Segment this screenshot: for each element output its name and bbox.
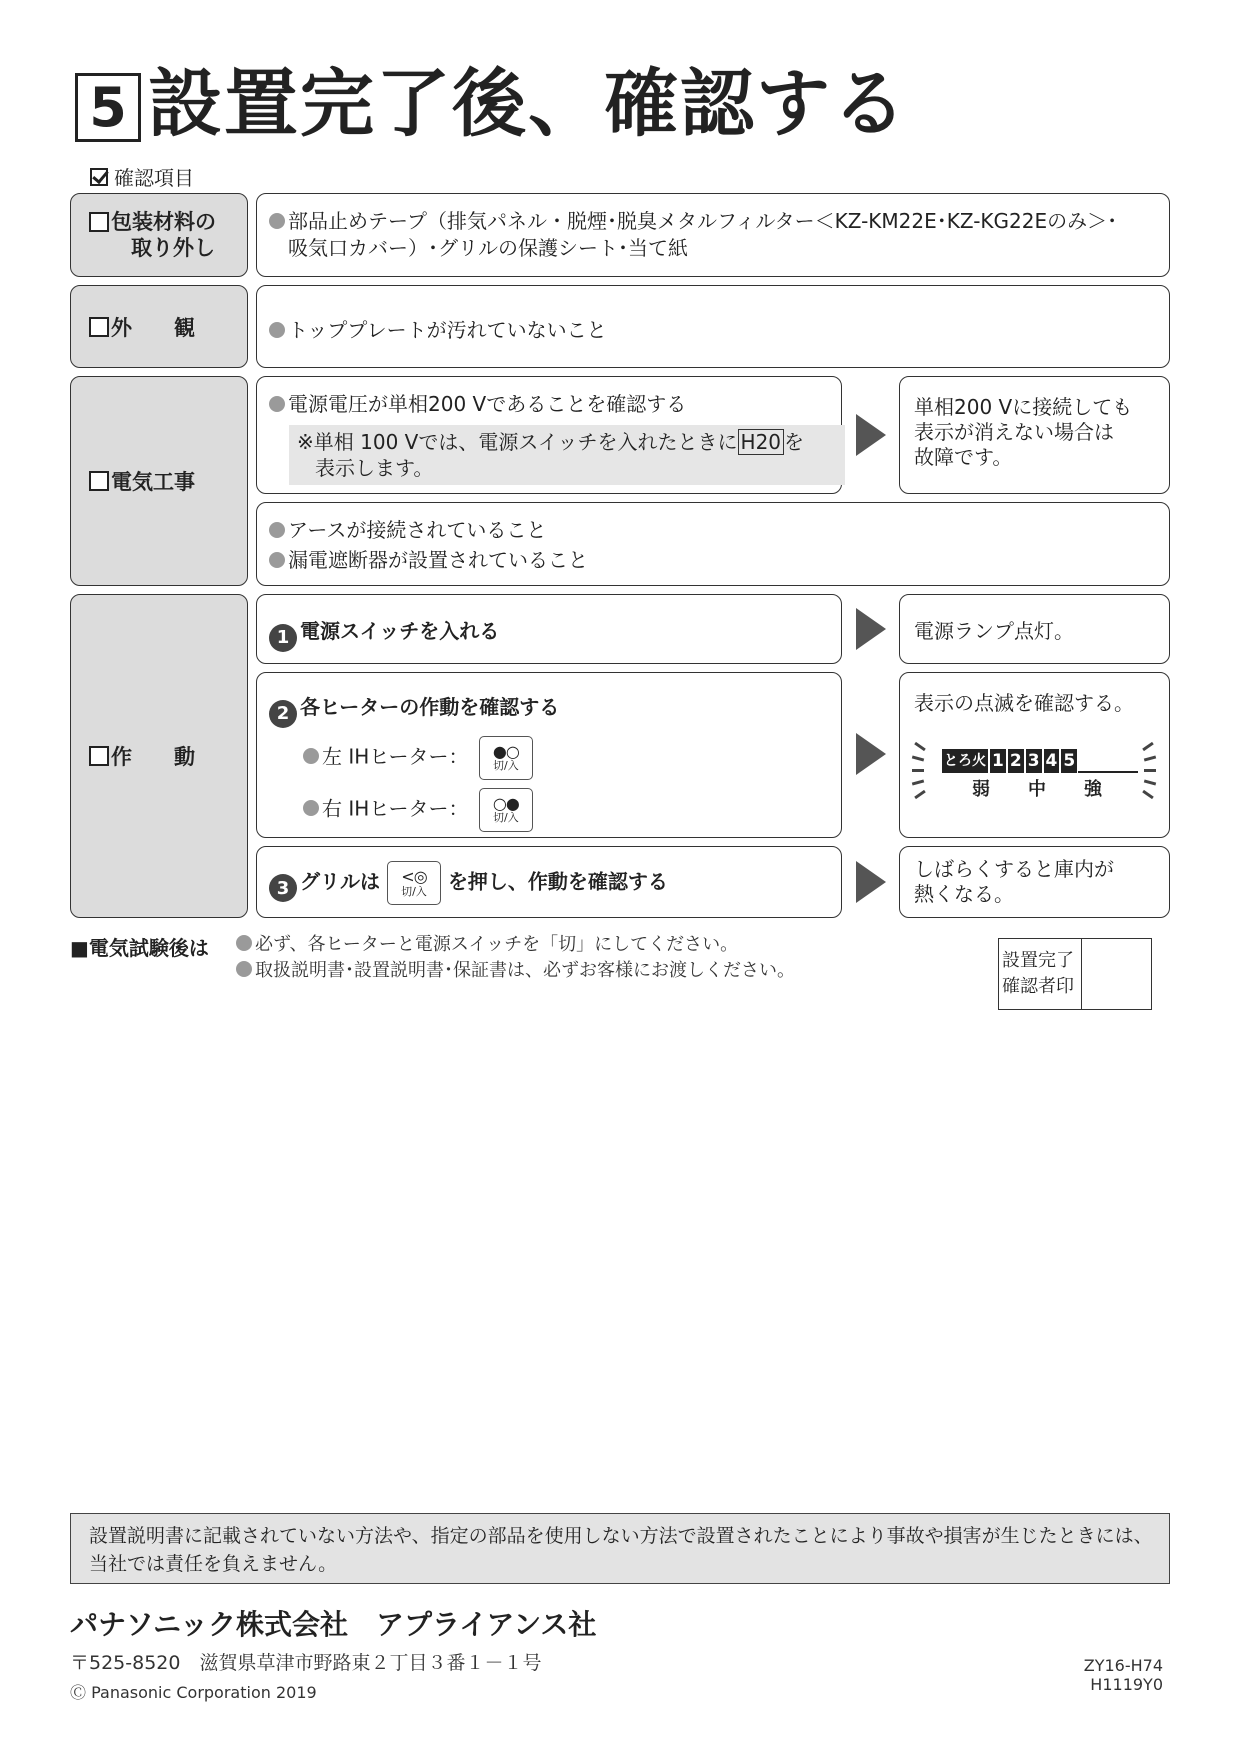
arrow-right-icon xyxy=(856,861,886,903)
packing-line2: 吸気口カバー）･グリルの保護シート･当て紙 xyxy=(288,236,688,260)
step3-number-icon: 3 xyxy=(269,874,297,902)
after-test-label: ■電気試験後は xyxy=(70,936,209,960)
document-code-line1: ZY16-H74 xyxy=(1083,1656,1163,1675)
checkbox-electrical[interactable] xyxy=(89,471,109,491)
voltage-result-line1: 単相200 Vに接続しても xyxy=(914,395,1133,419)
grill-key[interactable] xyxy=(387,861,441,905)
bullet-icon xyxy=(269,213,285,229)
voltage-box xyxy=(256,376,842,494)
company-name: パナソニック株式会社 アプライアンス社 xyxy=(70,1608,597,1641)
after-test-line1: 必ず、各ヒーターと電源スイッチを「切」にしてください。 xyxy=(255,934,739,955)
packing-line1: 部品止めテープ（排気パネル・脱煙･脱臭メタルフィルター＜KZ-KM22E･KZ-KG22Eのみ＞･ xyxy=(288,209,1118,233)
bullet-icon xyxy=(236,961,252,977)
breaker-item: 漏電遮断器が設置されていること xyxy=(288,548,588,572)
step3-result-box xyxy=(899,846,1170,918)
checkbox-appearance[interactable] xyxy=(89,317,109,337)
bullet-icon xyxy=(236,935,252,951)
checkbox-packing[interactable] xyxy=(89,212,109,232)
level-display xyxy=(942,749,1138,801)
step2-result: 表示の点滅を確認する。 xyxy=(914,691,1134,715)
step1-result: 電源ランプ点灯。 xyxy=(914,619,1074,643)
level-weak-label: 弱 xyxy=(972,779,990,800)
right-heater-label: 右 IHヒーター： xyxy=(322,796,469,820)
packing-box xyxy=(256,193,1170,277)
stamp-area[interactable] xyxy=(1082,939,1151,1009)
arrow-right-icon xyxy=(856,414,886,456)
disclaimer-line1: 設置説明書に記載されていない方法や、指定の部品を使用しない方法で設置されたことにより事故や損害が生じたときには、 xyxy=(89,1525,1153,1547)
voltage-note-line1-end: を xyxy=(784,430,805,454)
page-title: 設置完了後、確認する xyxy=(148,61,908,147)
copyright: Ⓒ Panasonic Corporation 2019 xyxy=(70,1683,317,1702)
category-appearance-label: 外 観 xyxy=(111,315,195,340)
step3-box xyxy=(256,846,842,918)
category-packing xyxy=(70,193,248,277)
step2-box xyxy=(256,672,842,838)
voltage-result-line3: 故障です。 xyxy=(914,445,1013,469)
voltage-item: 電源電圧が単相200 Vであることを確認する xyxy=(288,392,687,416)
voltage-result-box xyxy=(899,376,1170,494)
earth-item: アースが接続されていること xyxy=(288,518,547,542)
bullet-icon xyxy=(303,748,319,764)
left-heater-key-label: 切/入 xyxy=(493,759,519,773)
voltage-note-line1: ※単相 100 Vでは、電源スイッチを入れたときに xyxy=(297,430,738,454)
right-heater-key[interactable] xyxy=(479,788,533,832)
level-medium-label: 中 xyxy=(1028,779,1046,800)
after-test-line2: 取扱説明書･設置説明書･保証書は、必ずお客様にお渡しください。 xyxy=(255,960,795,981)
appearance-box xyxy=(256,285,1170,368)
level-3: 3 xyxy=(1025,749,1042,773)
level-low-fire: とろ火 xyxy=(942,749,988,773)
category-operation xyxy=(70,594,248,918)
step3-pre: グリルは xyxy=(300,869,380,894)
bullet-icon xyxy=(269,522,285,538)
stamp-label-line2: 確認者印 xyxy=(1002,976,1074,997)
step2-result-box xyxy=(899,672,1170,838)
right-heater-key-label: 切/入 xyxy=(493,811,519,825)
level-5: 5 xyxy=(1060,749,1077,773)
voltage-result-line2: 表示が消えない場合は xyxy=(914,420,1114,444)
category-electrical-label: 電気工事 xyxy=(111,470,195,494)
grill-key-label: 切/入 xyxy=(401,884,427,898)
arrow-right-icon xyxy=(856,608,886,650)
step2-text: 各ヒーターの作動を確認する xyxy=(300,695,560,719)
step1-number-icon: 1 xyxy=(269,624,297,652)
checklist-label xyxy=(90,162,194,191)
fish-icon: <◎ xyxy=(401,867,427,887)
step2-number-icon: 2 xyxy=(269,700,297,728)
right-heater-key-symbol: ○● xyxy=(492,793,519,813)
category-appearance xyxy=(70,285,248,368)
left-heater-label: 左 IHヒーター： xyxy=(322,744,469,768)
company-address: 〒525-8520 滋賀県草津市野路東２丁目３番１－１号 xyxy=(70,1652,542,1674)
bullet-icon xyxy=(269,322,285,338)
arrow-right-icon xyxy=(856,733,886,775)
step1-box xyxy=(256,594,842,664)
error-code-h20: H20 xyxy=(738,429,785,455)
category-operation-label: 作 動 xyxy=(111,745,195,769)
step3-result-line1: しばらくすると庫内が xyxy=(914,857,1114,881)
step1-text: 電源スイッチを入れる xyxy=(300,619,500,643)
bullet-icon xyxy=(269,552,285,568)
appearance-item: トッププレートが汚れていないこと xyxy=(288,318,607,342)
category-packing-line1: 包装材料の xyxy=(111,209,216,234)
disclaimer xyxy=(70,1513,1170,1584)
bullet-icon xyxy=(269,396,285,412)
voltage-note xyxy=(289,425,845,485)
level-1: 1 xyxy=(989,749,1006,773)
step3-result-line2: 熱くなる。 xyxy=(914,882,1014,906)
level-2: 2 xyxy=(1007,749,1024,773)
left-heater-key-symbol: ●○ xyxy=(492,741,519,761)
document-code-line2: H1119Y0 xyxy=(1090,1675,1163,1694)
step3-post: を押し、作動を確認する xyxy=(447,869,668,894)
category-packing-line2: 取り外し xyxy=(131,236,215,260)
bullet-icon xyxy=(303,800,319,816)
level-4: 4 xyxy=(1043,749,1060,773)
step1-result-box xyxy=(899,594,1170,664)
category-electrical xyxy=(70,376,248,586)
stamp-label-line1: 設置完了 xyxy=(1002,950,1074,971)
after-test-notes xyxy=(236,932,795,984)
checklist-label-text: 確認項目 xyxy=(114,166,194,190)
disclaimer-line2: 当社では責任を負えません。 xyxy=(89,1553,338,1575)
checked-checkbox-icon xyxy=(90,168,108,186)
left-heater-key[interactable] xyxy=(479,736,533,780)
earth-box xyxy=(256,502,1170,586)
level-strong-label: 強 xyxy=(1084,779,1102,800)
voltage-note-line2: 表示します。 xyxy=(315,456,434,480)
checkbox-operation[interactable] xyxy=(89,746,109,766)
document-code xyxy=(1084,1656,1163,1694)
level-empty-bar xyxy=(1078,749,1138,773)
section-number: 5 xyxy=(75,73,141,142)
confirmation-stamp-box xyxy=(998,938,1152,1010)
